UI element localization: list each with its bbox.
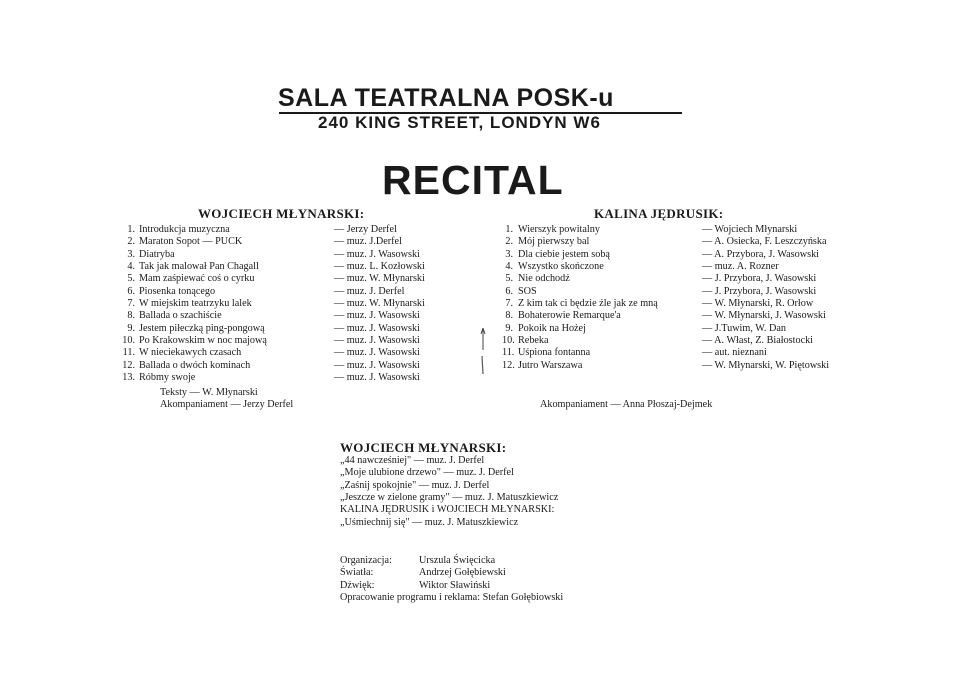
jedrusik-heading: KALINA JĘDRUSIK: bbox=[594, 206, 724, 221]
item-credit: — muz. J. Wasowski bbox=[334, 310, 420, 322]
item-credit: — J. Przybora, J. Wasowski bbox=[702, 285, 817, 297]
credit-value: Wiktor Sławiński bbox=[419, 579, 491, 591]
item-credit: — muz. J. Wasowski bbox=[334, 372, 420, 384]
item-title: Maraton Sopot — PUCK bbox=[139, 236, 243, 248]
item-title: Piosenka tonącego bbox=[139, 285, 216, 297]
encore-section bbox=[340, 440, 558, 529]
item-credit: — muz. J. Wasowski bbox=[334, 347, 420, 359]
encore-song: „44 nawcześniej" — muz. J. Derfel bbox=[340, 455, 485, 466]
item-number: 11. bbox=[502, 347, 515, 359]
encore-heading: WOJCIECH MŁYNARSKI: bbox=[340, 440, 507, 455]
credit-label: Dźwięk: bbox=[340, 579, 375, 591]
item-number: 4. bbox=[127, 261, 135, 273]
item-title: Ballada o szachiście bbox=[139, 310, 222, 322]
item-credit: — muz. J. Wasowski bbox=[334, 359, 420, 371]
item-title: Tak jak malował Pan Chagall bbox=[139, 261, 259, 273]
item-title: Ballada o dwóch kominach bbox=[139, 359, 251, 371]
item-number: 13. bbox=[122, 372, 135, 384]
encore-song: „Moje ulubione drzewo" — muz. J. Derfel bbox=[340, 467, 514, 479]
item-title: Diatryba bbox=[139, 248, 175, 260]
mlynarski-lyrics-credit: Teksty — W. Młynarski bbox=[160, 387, 258, 398]
encore-song: „Zaśnij spokojnie" — muz. J. Derfel bbox=[340, 479, 490, 491]
item-credit: — A. Przybora, J. Wasowski bbox=[702, 248, 819, 260]
item-credit: — muz. W. Młynarski bbox=[334, 273, 425, 285]
mlynarski-heading: WOJCIECH MŁYNARSKI: bbox=[198, 206, 365, 221]
item-number: 3. bbox=[505, 248, 513, 260]
item-title: Dla ciebie jestem sobą bbox=[518, 248, 610, 260]
item-number: 1. bbox=[505, 224, 513, 235]
item-credit: — aut. nieznani bbox=[702, 347, 767, 359]
item-number: 2. bbox=[127, 236, 135, 248]
item-number: 8. bbox=[127, 310, 135, 322]
item-number: 2. bbox=[505, 236, 513, 248]
item-number: 5. bbox=[127, 273, 135, 285]
item-number: 10. bbox=[502, 335, 515, 347]
encore-song: „Jeszcze w zielone gramy" — muz. J. Matuszkiewicz bbox=[340, 492, 559, 504]
item-number: 8. bbox=[505, 310, 513, 322]
item-title: Introdukcja muzyczna bbox=[139, 224, 230, 235]
item-credit: — muz. J. Wasowski bbox=[334, 335, 420, 347]
program-credit: Opracowanie programu i reklama: Stefan Gołębiowski bbox=[340, 592, 564, 604]
item-title: Nie odchodź bbox=[518, 273, 570, 285]
item-number: 5. bbox=[505, 273, 513, 285]
item-title: Po Krakowskim w noc majową bbox=[139, 335, 267, 347]
credit-value: Urszula Święcicka bbox=[419, 555, 496, 566]
item-number: 7. bbox=[127, 298, 135, 310]
venue-title: SALA TEATRALNA POSK-u bbox=[278, 84, 614, 112]
item-title: Wierszyk powitalny bbox=[518, 224, 600, 235]
jedrusik-accompaniment: Akompaniament — Anna Płoszaj-Dejmek bbox=[540, 399, 713, 410]
credit-value: Andrzej Gołębiewski bbox=[419, 567, 506, 579]
item-credit: — A. Osiecka, F. Leszczyńska bbox=[702, 236, 827, 248]
item-credit: — Jerzy Derfel bbox=[334, 224, 397, 235]
item-credit: — W. Młynarski, J. Wasowski bbox=[702, 310, 826, 322]
item-number: 7. bbox=[505, 298, 513, 310]
item-title: Uśpiona fontanna bbox=[518, 347, 591, 359]
item-credit: — muz. A. Rozner bbox=[702, 261, 779, 273]
page-title: RECITAL bbox=[382, 157, 564, 203]
item-credit: — muz. J. Wasowski bbox=[334, 248, 420, 260]
item-credit: — Wojciech Młynarski bbox=[702, 224, 798, 235]
item-credit: — muz. L. Kozłowski bbox=[334, 261, 425, 273]
item-title: Pokoik na Hożej bbox=[518, 322, 586, 334]
item-title: SOS bbox=[518, 285, 537, 297]
item-credit: — J.Tuwim, W. Dan bbox=[702, 322, 786, 334]
item-number: 12. bbox=[502, 359, 515, 371]
item-credit: — muz. J.Derfel bbox=[334, 236, 402, 248]
credit-label: Światła: bbox=[340, 567, 374, 579]
item-title: Rebeka bbox=[518, 335, 549, 347]
item-title: Róbmy swoje bbox=[139, 372, 196, 384]
mlynarski-accompaniment: Akompaniament — Jerzy Derfel bbox=[160, 399, 294, 410]
item-credit: — muz. W. Młynarski bbox=[334, 298, 425, 310]
item-title: Bohaterowie Remarque'a bbox=[518, 310, 621, 322]
duet-heading: KALINA JĘDRUSIK i WOJCIECH MŁYNARSKI: bbox=[340, 504, 555, 516]
item-credit: — W. Młynarski, R. Orłow bbox=[702, 298, 814, 310]
item-credit: — muz. J. Derfel bbox=[334, 285, 405, 297]
item-number: 10. bbox=[122, 335, 135, 347]
item-number: 6. bbox=[127, 285, 135, 297]
item-number: 9. bbox=[127, 322, 135, 334]
item-number: 11. bbox=[122, 347, 135, 359]
item-credit: — J. Przybora, J. Wasowski bbox=[702, 273, 817, 285]
item-title: Mój pierwszy bal bbox=[518, 236, 590, 248]
credit-label: Organizacja: bbox=[340, 555, 392, 566]
item-credit: — muz. J. Wasowski bbox=[334, 322, 420, 334]
item-number: 4. bbox=[505, 261, 513, 273]
item-title: Jestem piłeczką ping-pongową bbox=[139, 322, 265, 334]
item-credit: — A. Włast, Z. Białostocki bbox=[702, 335, 814, 347]
duet-song: „Uśmiechnij się" — muz. J. Matuszkiewicz bbox=[340, 516, 519, 528]
item-title: Wszystko skończone bbox=[518, 261, 604, 273]
item-number: 3. bbox=[127, 248, 135, 260]
item-number: 1. bbox=[127, 224, 135, 235]
item-title: W nieciekawych czasach bbox=[139, 347, 242, 359]
item-title: Jutro Warszawa bbox=[518, 359, 583, 371]
item-number: 12. bbox=[122, 359, 135, 371]
item-number: 9. bbox=[505, 322, 513, 334]
item-title: Mam zaśpiewać coś o cyrku bbox=[139, 273, 255, 285]
item-credit: — W. Młynarski, W. Piętowski bbox=[702, 359, 830, 371]
venue-address: 240 KING STREET, LONDYN W6 bbox=[318, 113, 601, 132]
item-number: 6. bbox=[505, 285, 513, 297]
item-title: Z kim tak ci będzie źle jak ze mną bbox=[518, 298, 658, 310]
item-title: W miejskim teatrzyku lalek bbox=[139, 298, 252, 310]
handwritten-margin-marks bbox=[476, 326, 490, 378]
